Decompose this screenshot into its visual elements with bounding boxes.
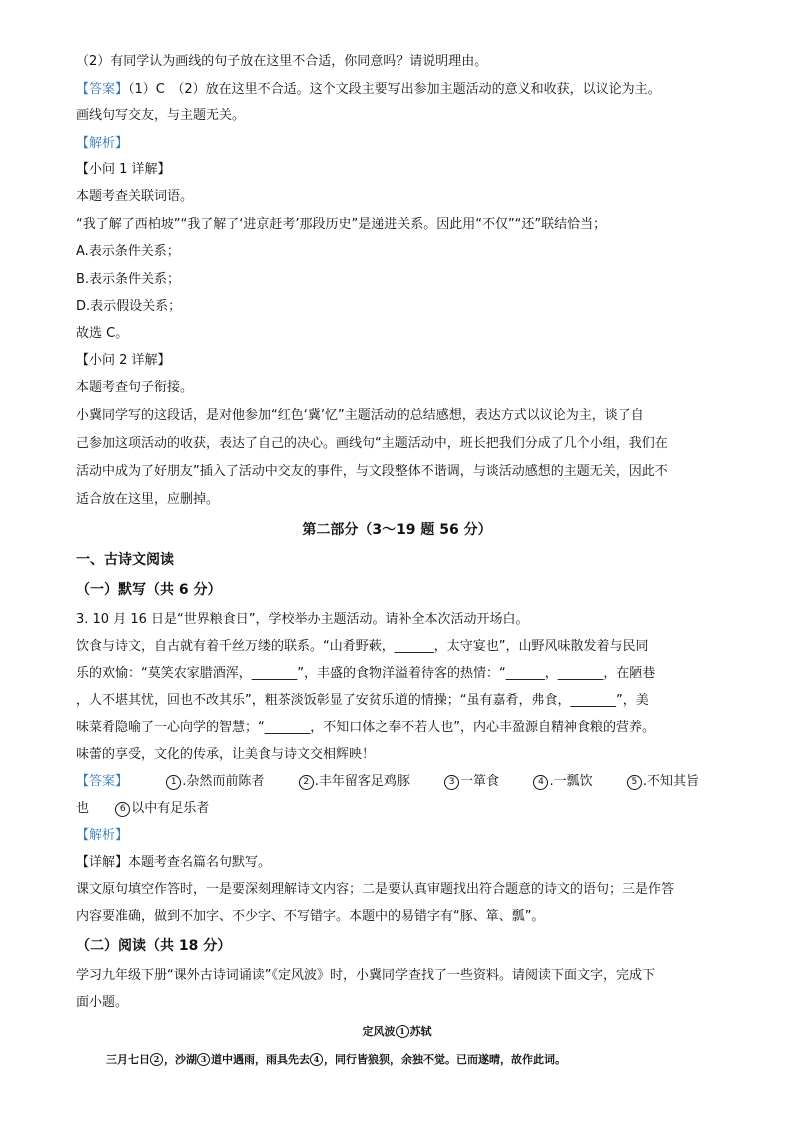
answer-1-text: .杂然而前陈者 xyxy=(182,774,265,789)
q3-analysis-tag: 【解析】 xyxy=(76,828,129,843)
q3-answer-line-2 xyxy=(76,799,726,819)
answer-1 xyxy=(166,774,264,789)
answer-5-cont: 也 xyxy=(76,801,90,816)
sub1-option-d: D.表示假设关系； xyxy=(76,299,182,314)
sub1-tag: 【小问 1 详解】 xyxy=(76,162,171,177)
circled-number: 3 xyxy=(444,775,459,790)
answer-text: （1）C （2）放在这里不合适。这个文段主要写出参加主题活动的意义和收获，以议论为主。 xyxy=(128,82,661,97)
answer-3-text: 一箪食 xyxy=(460,774,500,789)
sub1-option-a: A.表示条件关系； xyxy=(76,244,180,259)
reading-line2: 面小题。 xyxy=(76,995,129,1010)
answer-5-text: .不知其旨 xyxy=(642,774,699,789)
sub2-line2: 小冀同学写的这段话，是对他参加“红色‘冀’忆”主题活动的总结感想，表达方式以议论为主，谈了自 xyxy=(76,408,644,423)
answer-4-text: .一瓢饮 xyxy=(549,774,593,789)
circled-number: 2 xyxy=(299,775,314,790)
answer-6 xyxy=(115,801,209,816)
answer-3 xyxy=(444,774,499,789)
answer-6-text: 以中有足乐者 xyxy=(131,801,210,816)
q3-line5: 味菜肴隐喻了一心向学的智慧；“_______，不知口体之奉不若人也”，内心丰盈源自精神食粮的营养。 xyxy=(76,720,655,735)
sub2-line1: 本题考查句子衔接。 xyxy=(76,380,194,395)
preface-part: ，同行皆狼狈，余独不觉。已而遂晴，故作此词。 xyxy=(324,1053,566,1066)
sub2-tag: 【小问 2 详解】 xyxy=(76,353,171,368)
sub2-line3: 己参加这项活动的收获，表达了自己的决心。画线句“主题活动中，班长把我们分成了几个小组，我们在 xyxy=(76,436,668,451)
circled-number: 1 xyxy=(396,1025,409,1038)
detail-tag: 【详解】 xyxy=(76,855,129,870)
sub1-line2: “我了解了西柏坡”“我了解了‘进京赶考’那段历史”是递进关系。因此用“不仅”“还”联结恰当； xyxy=(76,217,607,232)
detail-text: 本题考查名篇名句默写。 xyxy=(128,855,272,870)
poem-title xyxy=(0,1022,794,1042)
answer-2 xyxy=(299,774,410,789)
answer-2-text: .丰年留客足鸡豚 xyxy=(314,774,410,789)
answer-text-2: 画线句写交友，与主题无关。 xyxy=(76,108,246,123)
answer-tag: 【答案】 xyxy=(76,82,129,97)
preface-part: 道中遇雨，雨具先去 xyxy=(211,1053,310,1066)
analysis-tag: 【解析】 xyxy=(76,136,129,151)
answer-4 xyxy=(533,774,592,789)
q3-line1: 3. 10 月 16 日是“世界粮食日”，学校举办主题活动。请补全本次活动开场白。 xyxy=(76,612,529,627)
q3-detail-line2: 课文原句填空作答时，一是要深刻理解诗文内容；二是要认真审题找出符合题意的诗文的语句；三是作答 xyxy=(76,882,675,897)
poem-title-name: 定风波 xyxy=(362,1025,396,1038)
circled-number: 1 xyxy=(166,775,181,790)
section-ancient-poetry: 一、古诗文阅读 xyxy=(76,552,174,568)
q3-answer-line xyxy=(76,772,726,792)
sub1-line1: 本题考查关联词语。 xyxy=(76,189,194,204)
part2-heading: 第二部分（3～19 题 56 分） xyxy=(302,522,492,538)
reading-line1: 学习九年级下册“课外古诗词诵读”《定风波》时，小冀同学查找了一些资料。请阅读下面文字，完成下 xyxy=(76,968,655,983)
answer-line xyxy=(76,80,726,100)
q3-line4: ，人不堪其忧，回也不改其乐”，粗茶淡饭彰显了安贫乐道的情操；“虽有嘉肴，弗食，_______”，美 xyxy=(76,693,649,708)
q3-line2: 饮食与诗文，自古就有着千丝万缕的联系。“山肴野蔌，______，太守宴也”，山野风味散发着与民同 xyxy=(76,639,649,654)
sub2-line5: 适合放在这里，应删掉。 xyxy=(76,492,220,507)
poem-author: 苏轼 xyxy=(409,1025,432,1038)
circled-number: 3 xyxy=(197,1053,210,1066)
q3-detail-line3: 内容要准确，做到不加字、不少字、不写错字。本题中的易错字有“豚、箪、瓢”。 xyxy=(76,909,545,924)
circled-number: 5 xyxy=(627,775,642,790)
preface-part: 三月七日 xyxy=(106,1053,150,1066)
q3-detail-line xyxy=(76,853,726,873)
q3-line6: 味蕾的享受，文化的传承，让美食与诗文交相辉映！ xyxy=(76,747,376,762)
section-reading: （二）阅读（共 18 分） xyxy=(76,938,232,954)
circled-number: 4 xyxy=(310,1053,323,1066)
q3-answer-tag: 【答案】 xyxy=(76,774,129,789)
section-dictation: （一）默写（共 6 分） xyxy=(76,582,222,598)
circled-number: 6 xyxy=(115,802,130,817)
answer-5 xyxy=(627,774,699,789)
sub1-option-b: B.表示条件关系； xyxy=(76,272,181,287)
sub1-choice: 故选 C。 xyxy=(76,326,129,341)
preface-part: ，沙湖 xyxy=(164,1053,197,1066)
sub2-line4: 活动中成为了好朋友”插入了活动中交友的事件，与文段整体不谐调，与谈活动感想的主题无关，因此不 xyxy=(76,464,668,479)
circled-number: 4 xyxy=(533,775,548,790)
q2-question: （2）有同学认为画线的句子放在这里不合适，你同意吗？请说明理由。 xyxy=(76,54,488,69)
poem-preface xyxy=(106,1050,756,1070)
q3-line3: 乐的欢愉：“莫笑农家腊酒浑，_______”，丰盛的食物洋溢着待客的热情：“______，_______，在陋巷 xyxy=(76,666,656,681)
circled-number: 2 xyxy=(150,1053,163,1066)
